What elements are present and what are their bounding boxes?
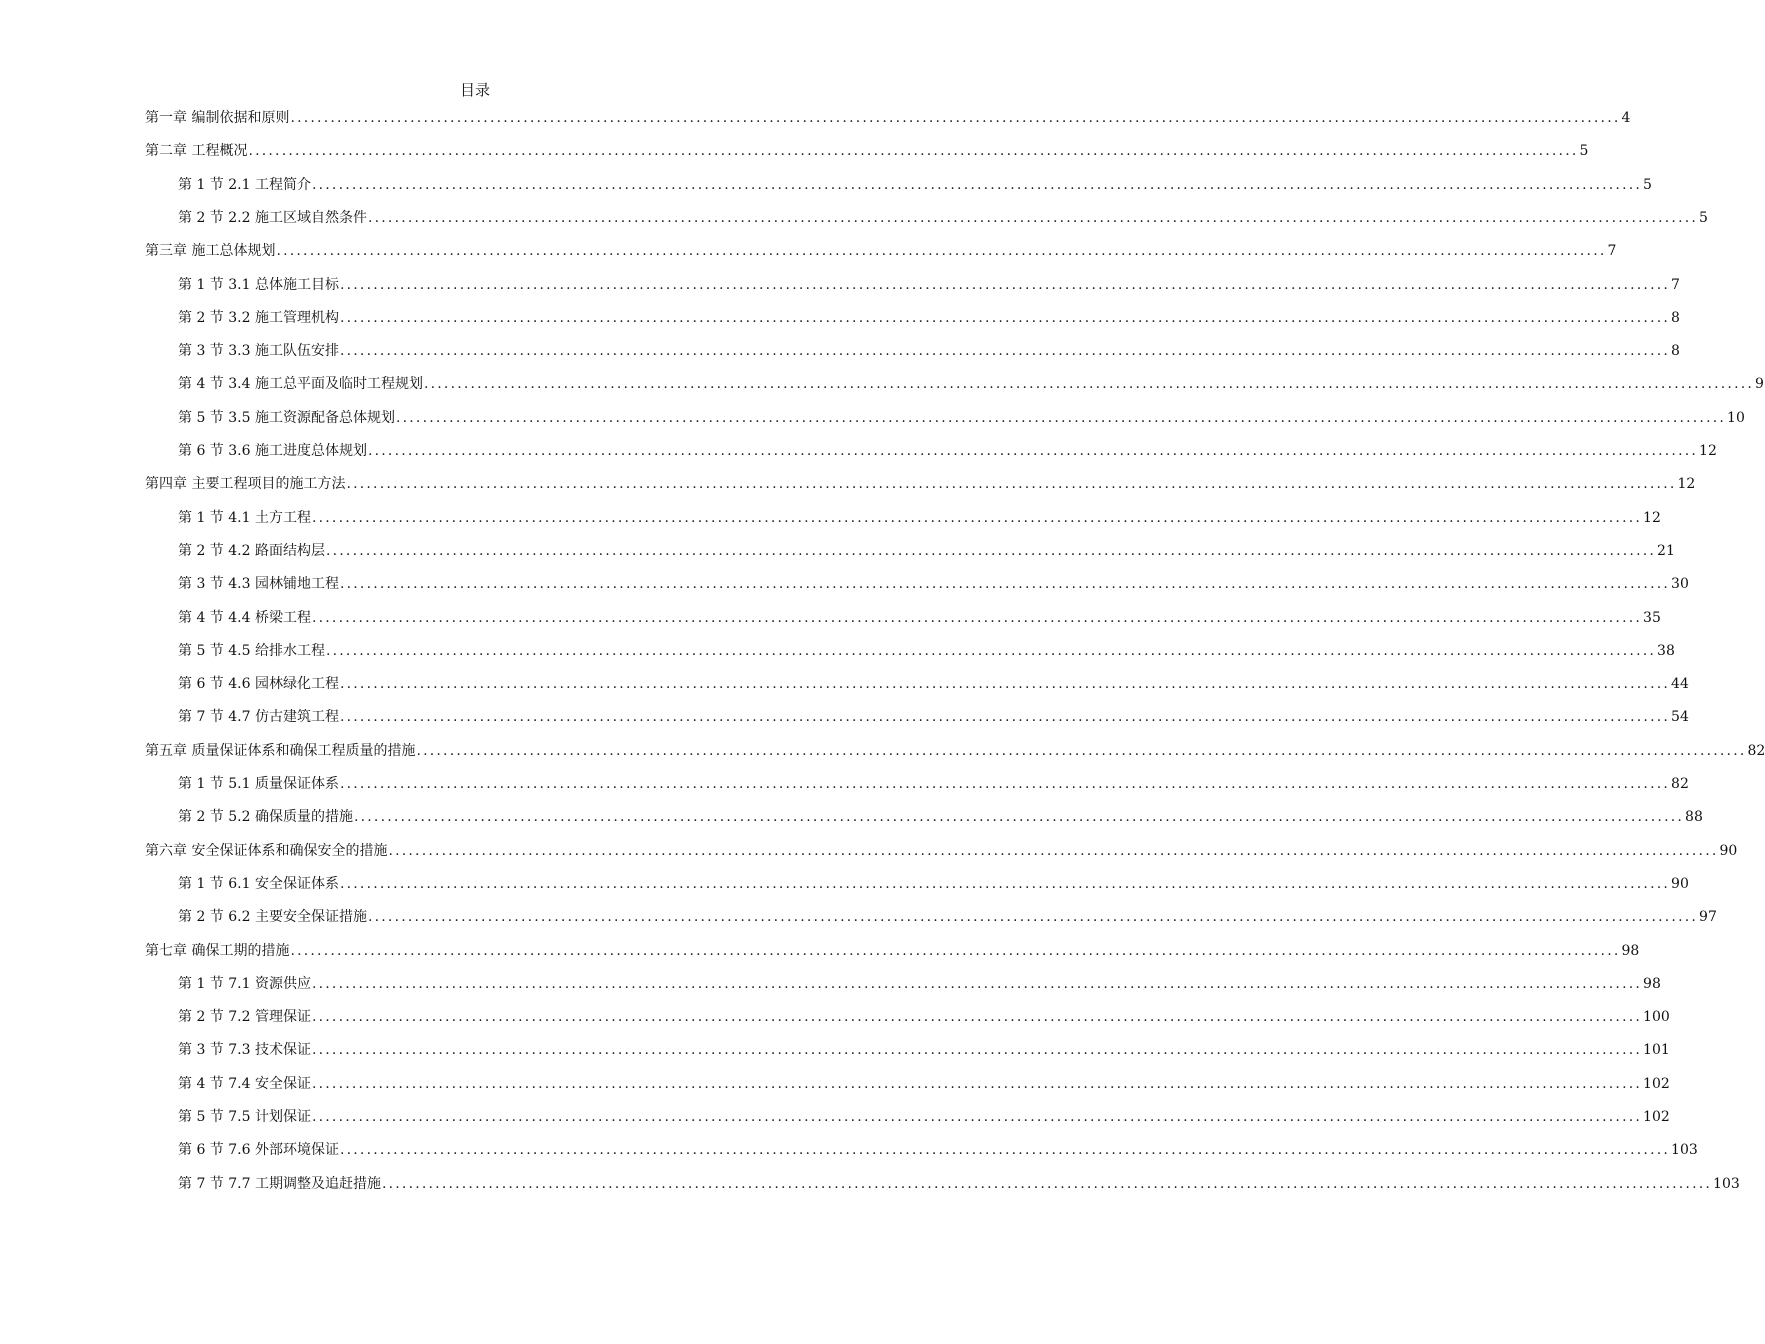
- toc-section-entry[interactable]: [178, 508, 1661, 528]
- toc-dot-leader: ........................................................................................................................................................................................................: [311, 975, 1643, 992]
- toc-page-number: 103: [1713, 1175, 1740, 1192]
- toc-page-number: 7: [1671, 276, 1680, 293]
- toc-entry-label: 第 7 节 7.7 工期调整及追赶措施: [178, 1175, 381, 1192]
- toc-entry-label: 第二章 工程概况: [145, 143, 248, 160]
- toc-dot-leader: ........................................................................................................................................................................................................: [339, 276, 1671, 293]
- toc-entry-label: 第 6 节 7.6 外部环境保证: [178, 1142, 339, 1159]
- toc-chapter-entry[interactable]: [145, 474, 1696, 494]
- toc-section-entry[interactable]: [178, 641, 1675, 661]
- toc-entry-label: 第 3 节 7.3 技术保证: [178, 1042, 311, 1059]
- toc-page-number: 35: [1643, 609, 1661, 626]
- toc-dot-leader: ........................................................................................................................................................................................................: [276, 243, 1607, 260]
- toc-section-entry[interactable]: [178, 574, 1689, 594]
- toc-section-entry[interactable]: [178, 774, 1689, 794]
- toc-page-number: 90: [1719, 842, 1738, 859]
- toc-section-entry[interactable]: [178, 907, 1717, 927]
- toc-entry-label: 第一章 编制依据和原则: [145, 110, 290, 126]
- toc-dot-leader: ........................................................................................................................................................................................................: [395, 409, 1727, 426]
- toc-chapter-entry[interactable]: [145, 841, 1738, 861]
- toc-entry-label: 第 7 节 4.7 仿古建筑工程: [178, 709, 339, 726]
- toc-entry-label: 第 5 节 3.5 施工资源配备总体规划: [178, 409, 395, 426]
- toc-dot-leader: ........................................................................................................................................................................................................: [339, 309, 1671, 326]
- toc-dot-leader: ........................................................................................................................................................................................................: [388, 842, 1719, 859]
- toc-chapter-entry[interactable]: [145, 241, 1617, 261]
- toc-entry-label: 第 5 节 7.5 计划保证: [178, 1109, 311, 1125]
- toc-entry-label: 第 2 节 2.2 施工区域自然条件: [178, 209, 367, 226]
- toc-page-number: 100: [1643, 1009, 1670, 1026]
- toc-page-number: 5: [1643, 176, 1652, 193]
- toc-dot-leader: ........................................................................................................................................................................................................: [339, 676, 1671, 693]
- toc-dot-leader: ........................................................................................................................................................................................................: [339, 576, 1671, 593]
- toc-dot-leader: ........................................................................................................................................................................................................: [311, 609, 1643, 626]
- toc-entry-label: 第 4 节 3.4 施工总平面及临时工程规划: [178, 376, 423, 393]
- toc-dot-leader: ........................................................................................................................................................................................................: [367, 209, 1699, 226]
- toc-section-entry[interactable]: [178, 608, 1661, 628]
- toc-section-entry[interactable]: [178, 874, 1689, 894]
- toc-section-entry[interactable]: [178, 374, 1764, 394]
- toc-entry-label: 第 6 节 4.6 园林绿化工程: [178, 676, 339, 693]
- toc-entry-label: 第七章 确保工期的措施: [145, 942, 290, 959]
- toc-section-entry[interactable]: [178, 1140, 1698, 1160]
- toc-section-entry[interactable]: [178, 807, 1703, 827]
- toc-page-number: 21: [1657, 542, 1675, 559]
- toc-entry-label: 第 1 节 3.1 总体施工目标: [178, 276, 339, 293]
- toc-section-entry[interactable]: [178, 408, 1745, 428]
- toc-dot-leader: ........................................................................................................................................................................................................: [311, 176, 1643, 193]
- toc-dot-leader: ........................................................................................................................................................................................................: [339, 875, 1671, 892]
- toc-page-number: 8: [1671, 309, 1680, 326]
- toc-page-number: 102: [1643, 1075, 1670, 1092]
- toc-dot-leader: ........................................................................................................................................................................................................: [311, 1075, 1643, 1092]
- toc-dot-leader: ........................................................................................................................................................................................................: [248, 143, 1579, 160]
- toc-section-entry[interactable]: [178, 441, 1717, 461]
- toc-section-entry[interactable]: [178, 275, 1680, 295]
- toc-title: 目录: [459, 81, 490, 99]
- toc-page-number: 82: [1671, 776, 1689, 792]
- toc-dot-leader: ........................................................................................................................................................................................................: [311, 1042, 1643, 1059]
- toc-dot-leader: ........................................................................................................................................................................................................: [339, 776, 1671, 792]
- toc-section-entry[interactable]: [178, 707, 1689, 727]
- toc-page-number: 7: [1607, 243, 1617, 260]
- toc-page-number: 5: [1579, 143, 1589, 160]
- toc-entry-label: 第 1 节 2.1 工程简介: [178, 176, 311, 193]
- toc-dot-leader: ........................................................................................................................................................................................................: [290, 110, 1621, 126]
- toc-page-number: 97: [1699, 909, 1717, 926]
- toc-entry-label: 第 2 节 3.2 施工管理机构: [178, 309, 339, 326]
- toc-entry-label: 第 1 节 5.1 质量保证体系: [178, 776, 339, 792]
- toc-dot-leader: ........................................................................................................................................................................................................: [367, 909, 1699, 926]
- toc-entry-label: 第五章 质量保证体系和确保工程质量的措施: [145, 742, 416, 759]
- toc-dot-leader: ........................................................................................................................................................................................................: [325, 542, 1657, 559]
- toc-section-entry[interactable]: [178, 541, 1675, 561]
- toc-chapter-entry[interactable]: [145, 108, 1631, 128]
- toc-section-entry[interactable]: [178, 208, 1708, 228]
- toc-dot-leader: ........................................................................................................................................................................................................: [339, 343, 1671, 360]
- toc-entry-label: 第 4 节 4.4 桥梁工程: [178, 609, 311, 626]
- toc-page-number: 12: [1699, 443, 1717, 459]
- toc-dot-leader: ........................................................................................................................................................................................................: [311, 1109, 1643, 1125]
- toc-page-number: 4: [1621, 110, 1631, 126]
- toc-dot-leader: ........................................................................................................................................................................................................: [353, 809, 1685, 826]
- toc-dot-leader: ........................................................................................................................................................................................................: [416, 742, 1747, 759]
- toc-section-entry[interactable]: [178, 1007, 1670, 1027]
- toc-page-number: 98: [1621, 942, 1640, 959]
- toc-page-number: 38: [1657, 642, 1675, 659]
- toc-entry-label: 第四章 主要工程项目的施工方法: [145, 476, 346, 493]
- toc-page-number: 12: [1643, 509, 1661, 526]
- toc-entry-label: 第三章 施工总体规划: [145, 243, 276, 260]
- toc-dot-leader: ........................................................................................................................................................................................................: [311, 509, 1643, 526]
- toc-entry-label: 第 2 节 5.2 确保质量的措施: [178, 809, 353, 826]
- toc-entry-label: 第 1 节 4.1 土方工程: [178, 509, 311, 526]
- toc-entry-label: 第 1 节 6.1 安全保证体系: [178, 875, 339, 892]
- toc-dot-leader: ........................................................................................................................................................................................................: [346, 476, 1677, 493]
- toc-page-number: 101: [1643, 1042, 1670, 1059]
- toc-dot-leader: ........................................................................................................................................................................................................: [339, 709, 1671, 726]
- toc-chapter-entry[interactable]: [145, 941, 1640, 961]
- toc-entry-label: 第 3 节 4.3 园林铺地工程: [178, 576, 339, 593]
- toc-entry-label: 第 2 节 4.2 路面结构层: [178, 542, 325, 559]
- toc-page-number: 10: [1727, 409, 1745, 426]
- toc-chapter-entry[interactable]: [145, 141, 1589, 161]
- toc-section-entry[interactable]: [178, 1040, 1670, 1060]
- toc-page-number: 44: [1671, 676, 1689, 693]
- toc-page-number: 82: [1747, 742, 1765, 759]
- toc-entry-label: 第 6 节 3.6 施工进度总体规划: [178, 443, 367, 459]
- toc-section-entry[interactable]: [178, 1107, 1670, 1127]
- toc-dot-leader: ........................................................................................................................................................................................................: [339, 1142, 1671, 1159]
- toc-entry-label: 第 3 节 3.3 施工队伍安排: [178, 343, 339, 360]
- toc-dot-leader: ........................................................................................................................................................................................................: [423, 376, 1755, 393]
- toc-page-number: 103: [1671, 1142, 1698, 1159]
- toc-dot-leader: ........................................................................................................................................................................................................: [290, 942, 1621, 959]
- toc-page-number: 30: [1671, 576, 1689, 593]
- toc-entry-label: 第 2 节 6.2 主要安全保证措施: [178, 909, 367, 926]
- toc-section-entry[interactable]: [178, 974, 1661, 994]
- toc-dot-leader: ........................................................................................................................................................................................................: [381, 1175, 1713, 1192]
- toc-dot-leader: ........................................................................................................................................................................................................: [311, 1009, 1643, 1026]
- toc-page-number: 90: [1671, 875, 1689, 892]
- toc-section-entry[interactable]: [178, 308, 1680, 328]
- toc-entry-label: 第六章 安全保证体系和确保安全的措施: [145, 842, 388, 859]
- toc-section-entry[interactable]: [178, 341, 1680, 361]
- toc-page-number: 8: [1671, 343, 1680, 360]
- toc-page-number: 88: [1685, 809, 1703, 826]
- toc-page-number: 12: [1677, 476, 1696, 493]
- toc-section-entry[interactable]: [178, 1074, 1670, 1094]
- toc-entry-label: 第 1 节 7.1 资源供应: [178, 975, 311, 992]
- toc-page-number: 9: [1755, 376, 1764, 393]
- toc-section-entry[interactable]: [178, 1174, 1740, 1194]
- toc-dot-leader: ........................................................................................................................................................................................................: [367, 443, 1699, 459]
- toc-chapter-entry[interactable]: [145, 741, 1765, 761]
- toc-page-number: 5: [1699, 209, 1708, 226]
- toc-page-number: 54: [1671, 709, 1689, 726]
- toc-section-entry[interactable]: [178, 674, 1689, 694]
- toc-dot-leader: ........................................................................................................................................................................................................: [325, 642, 1657, 659]
- toc-section-entry[interactable]: [178, 175, 1652, 195]
- toc-entry-label: 第 2 节 7.2 管理保证: [178, 1009, 311, 1026]
- toc-page-number: 98: [1643, 975, 1661, 992]
- toc-page-number: 102: [1643, 1109, 1670, 1125]
- toc-entry-label: 第 5 节 4.5 给排水工程: [178, 642, 325, 659]
- toc-entry-label: 第 4 节 7.4 安全保证: [178, 1075, 311, 1092]
